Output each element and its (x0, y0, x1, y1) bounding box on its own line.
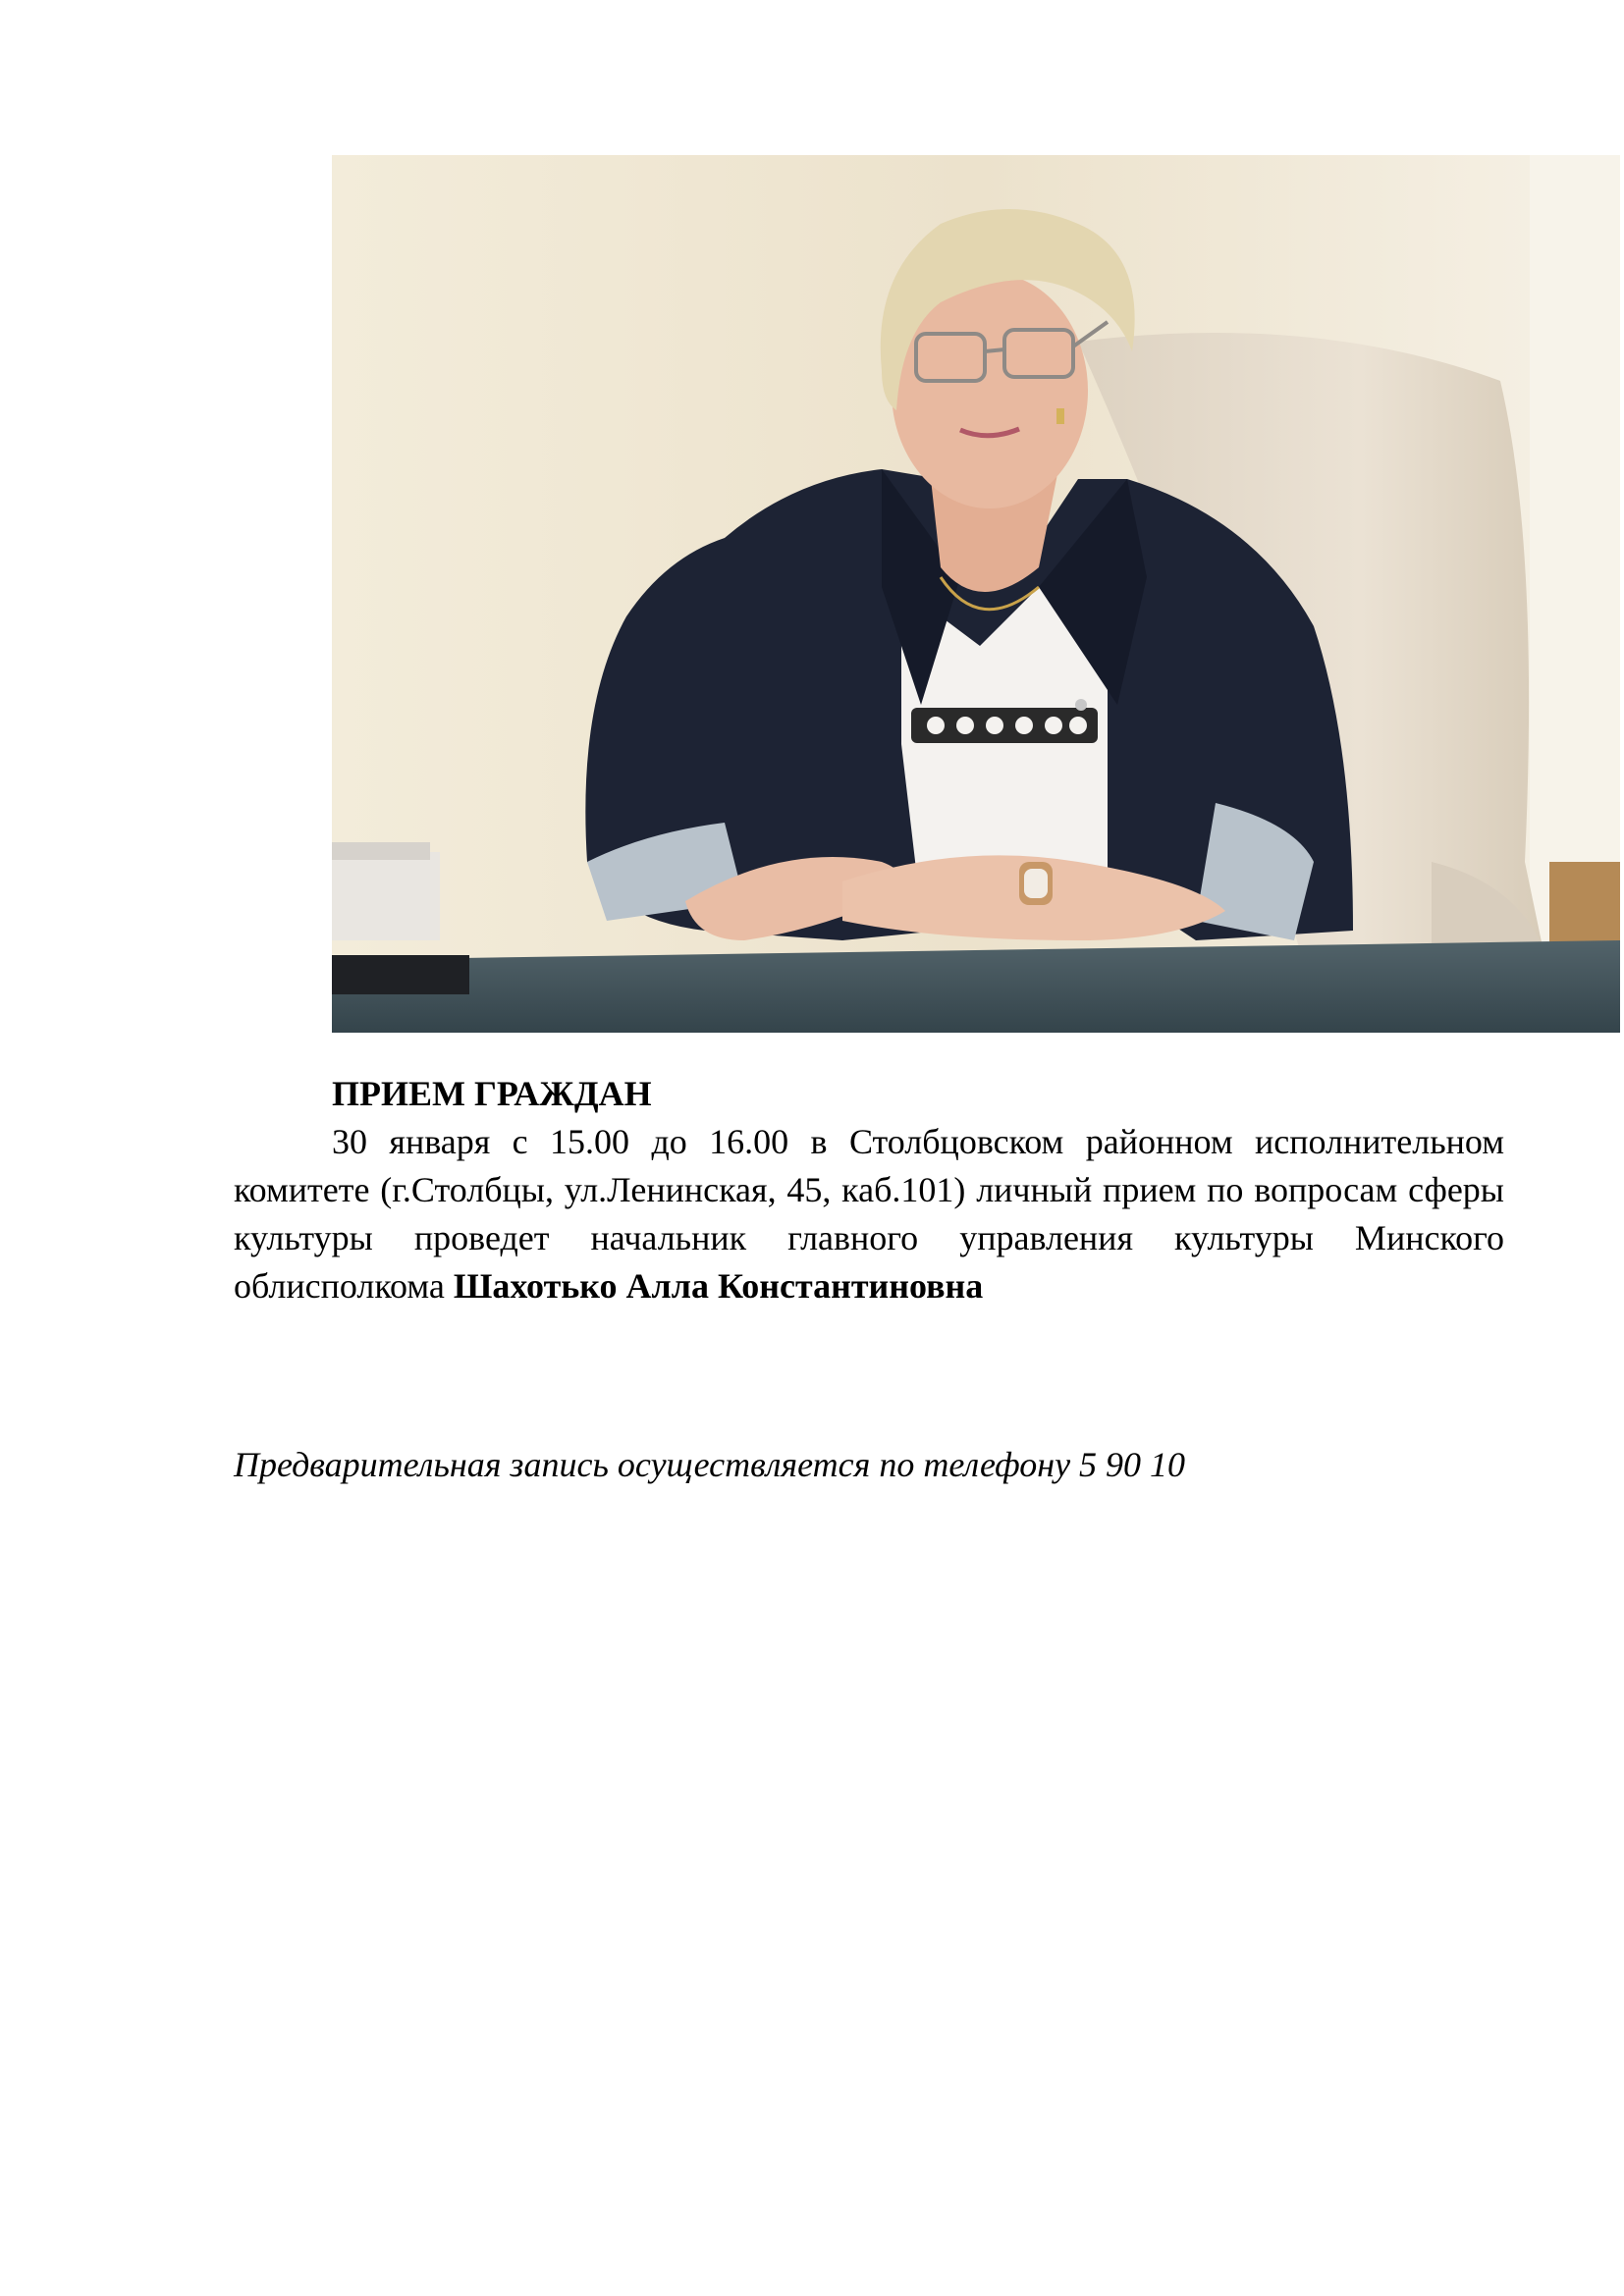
notice-body-text: 30 января с 15.00 до 16.00 в Столбцовском районном исполнительном комитете (г.Столбцы, ул.Ленинская, 45, каб.101) личный прием по вопросам сферы культуры проведет начальник главного управления культуры Минского облисполкома (234, 1122, 1504, 1306)
portrait-photo (332, 155, 1620, 1033)
appointment-note: Предварительная запись осуществляется по телефону 5 90 10 (234, 1445, 1186, 1484)
person-name: Шахотько Алла Константиновна (453, 1266, 984, 1306)
notice-block (234, 1070, 1504, 1310)
printer (332, 852, 440, 940)
notice-body (234, 1118, 1504, 1310)
lace-pattern (911, 708, 1098, 743)
keyboard (332, 955, 469, 994)
portrait-image (332, 155, 1620, 1033)
notice-heading: ПРИЕМ ГРАЖДАН (332, 1074, 652, 1113)
